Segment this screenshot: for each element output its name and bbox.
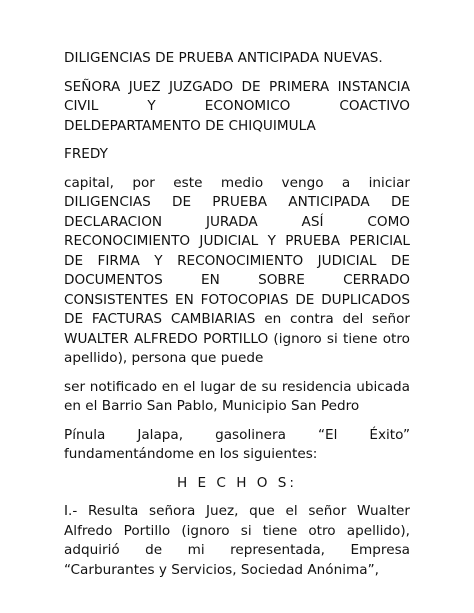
sender-name: FREDY (64, 146, 108, 162)
body-paragraph-1: capital, por este medio vengo a iniciar DILIGENCIAS DE PRUEBA ANTICIPADA DE DECLARACION JURADA ASÍ COMO RECONOCIMIENTO JUDICIAL Y PRUEBA PERICIAL DE FIRMA Y RECONOCIMIENTO JUDICIAL DE DOCUMENTOS EN SOBRE CERRADO CONSISTENTES EN FOTOCOPIAS DE DUPLICADOS DE FACTURAS CAMBIARIAS en contra del señor WUALTER ALFREDO PORTILLO (ignoro si tiene otro apellido), persona que puede (64, 174, 410, 366)
body-paragraph-2: ser notificado en el lugar de su residencia ubicada en el Barrio San Pablo, Municipio San Pedro (64, 378, 410, 414)
addressee-paragraph: SEÑORA JUEZ JUZGADO DE PRIMERA INSTANCIA CIVIL Y ECONOMICO COACTIVO DELDEPARTAMENTO DE CHIQUIMULA (64, 78, 410, 134)
body-paragraph-4: I.- Resulta señora Juez, que el señor Wualter Alfredo Portillo (ignoro si tiene otro apellido), adquirió de mi representada, Empresa “Carburantes y Servicios, Sociedad Anónima”, (64, 503, 410, 578)
body-paragraph-3: Pínula Jalapa, gasolinera “El Éxito” fundamentándome en los siguientes: (64, 426, 410, 462)
document-title: DILIGENCIAS DE PRUEBA ANTICIPADA NUEVAS. (64, 50, 383, 66)
document-body (64, 49, 410, 589)
section-heading-hechos: H E C H O S: (176, 474, 298, 491)
